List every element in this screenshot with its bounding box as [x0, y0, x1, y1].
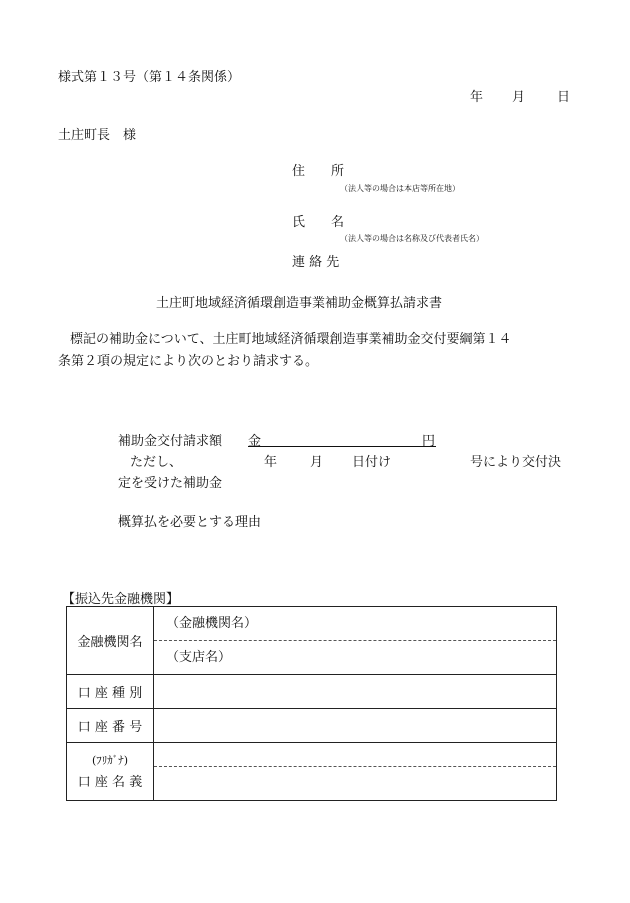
grant-line-2: 定を受けた補助金 [118, 476, 223, 491]
body-line-1: 標記の補助金について、土庄町地域経済循環創造事業補助金交付要綱第１４ [70, 332, 512, 347]
furigana-field[interactable] [154, 743, 556, 767]
reason-label: 概算払を必要とする理由 [118, 515, 262, 530]
contact-label: 連 絡 先 [292, 255, 340, 270]
account-holder-label: 口 座 名 義 [77, 774, 143, 790]
name-label: 氏 名 [292, 215, 345, 230]
date-day: 日 [557, 90, 571, 105]
institution-label: 金融機関名 [67, 607, 154, 675]
date-year: 年 [470, 90, 484, 105]
table-row [67, 709, 557, 743]
grant-year: 年 [264, 455, 278, 470]
amount-underline [248, 446, 436, 447]
date-month: 月 [512, 90, 526, 105]
furigana-label: (ﾌﾘｶﾞﾅ) [91, 753, 129, 767]
bank-section-title: 【振込先金融機関】 [62, 592, 180, 607]
account-number-field[interactable] [154, 709, 557, 743]
tadashi-text: ただし、 [130, 455, 183, 470]
amount-label: 補助金交付請求額 [118, 434, 223, 449]
institution-name-field[interactable]: （金融機関名） [154, 607, 556, 641]
amount-unit: 円 [422, 434, 436, 449]
address-label: 住 所 [292, 164, 345, 179]
form-number: 様式第１３号（第１４条関係） [58, 70, 241, 85]
branch-name-field[interactable]: （支店名） [166, 650, 232, 665]
table-row [67, 743, 557, 801]
account-number-label: 口 座 番 号 [67, 709, 154, 743]
bank-table [66, 606, 557, 801]
table-row [67, 607, 557, 675]
document-title: 土庄町地域経済循環創造事業補助金概算払請求書 [156, 296, 443, 311]
grant-day: 日付け [352, 455, 392, 470]
account-holder-cell [154, 743, 557, 801]
amount-prefix: 金 [248, 434, 262, 449]
name-note: （法人等の場合は名称及び代表者氏名） [340, 234, 484, 243]
grant-number-text: 号により交付決 [470, 455, 562, 470]
account-type-label: 口 座 種 別 [67, 675, 154, 709]
account-holder-field[interactable] [154, 767, 556, 800]
body-line-2: 条第２項の規定により次のとおり請求する。 [58, 354, 319, 369]
account-type-field[interactable] [154, 675, 557, 709]
table-row [67, 675, 557, 709]
institution-cell [154, 607, 557, 675]
addressee: 土庄町長 様 [58, 128, 137, 143]
account-holder-label-cell [67, 743, 154, 801]
address-note: （法人等の場合は本店等所在地） [340, 184, 460, 193]
grant-month: 月 [310, 455, 324, 470]
